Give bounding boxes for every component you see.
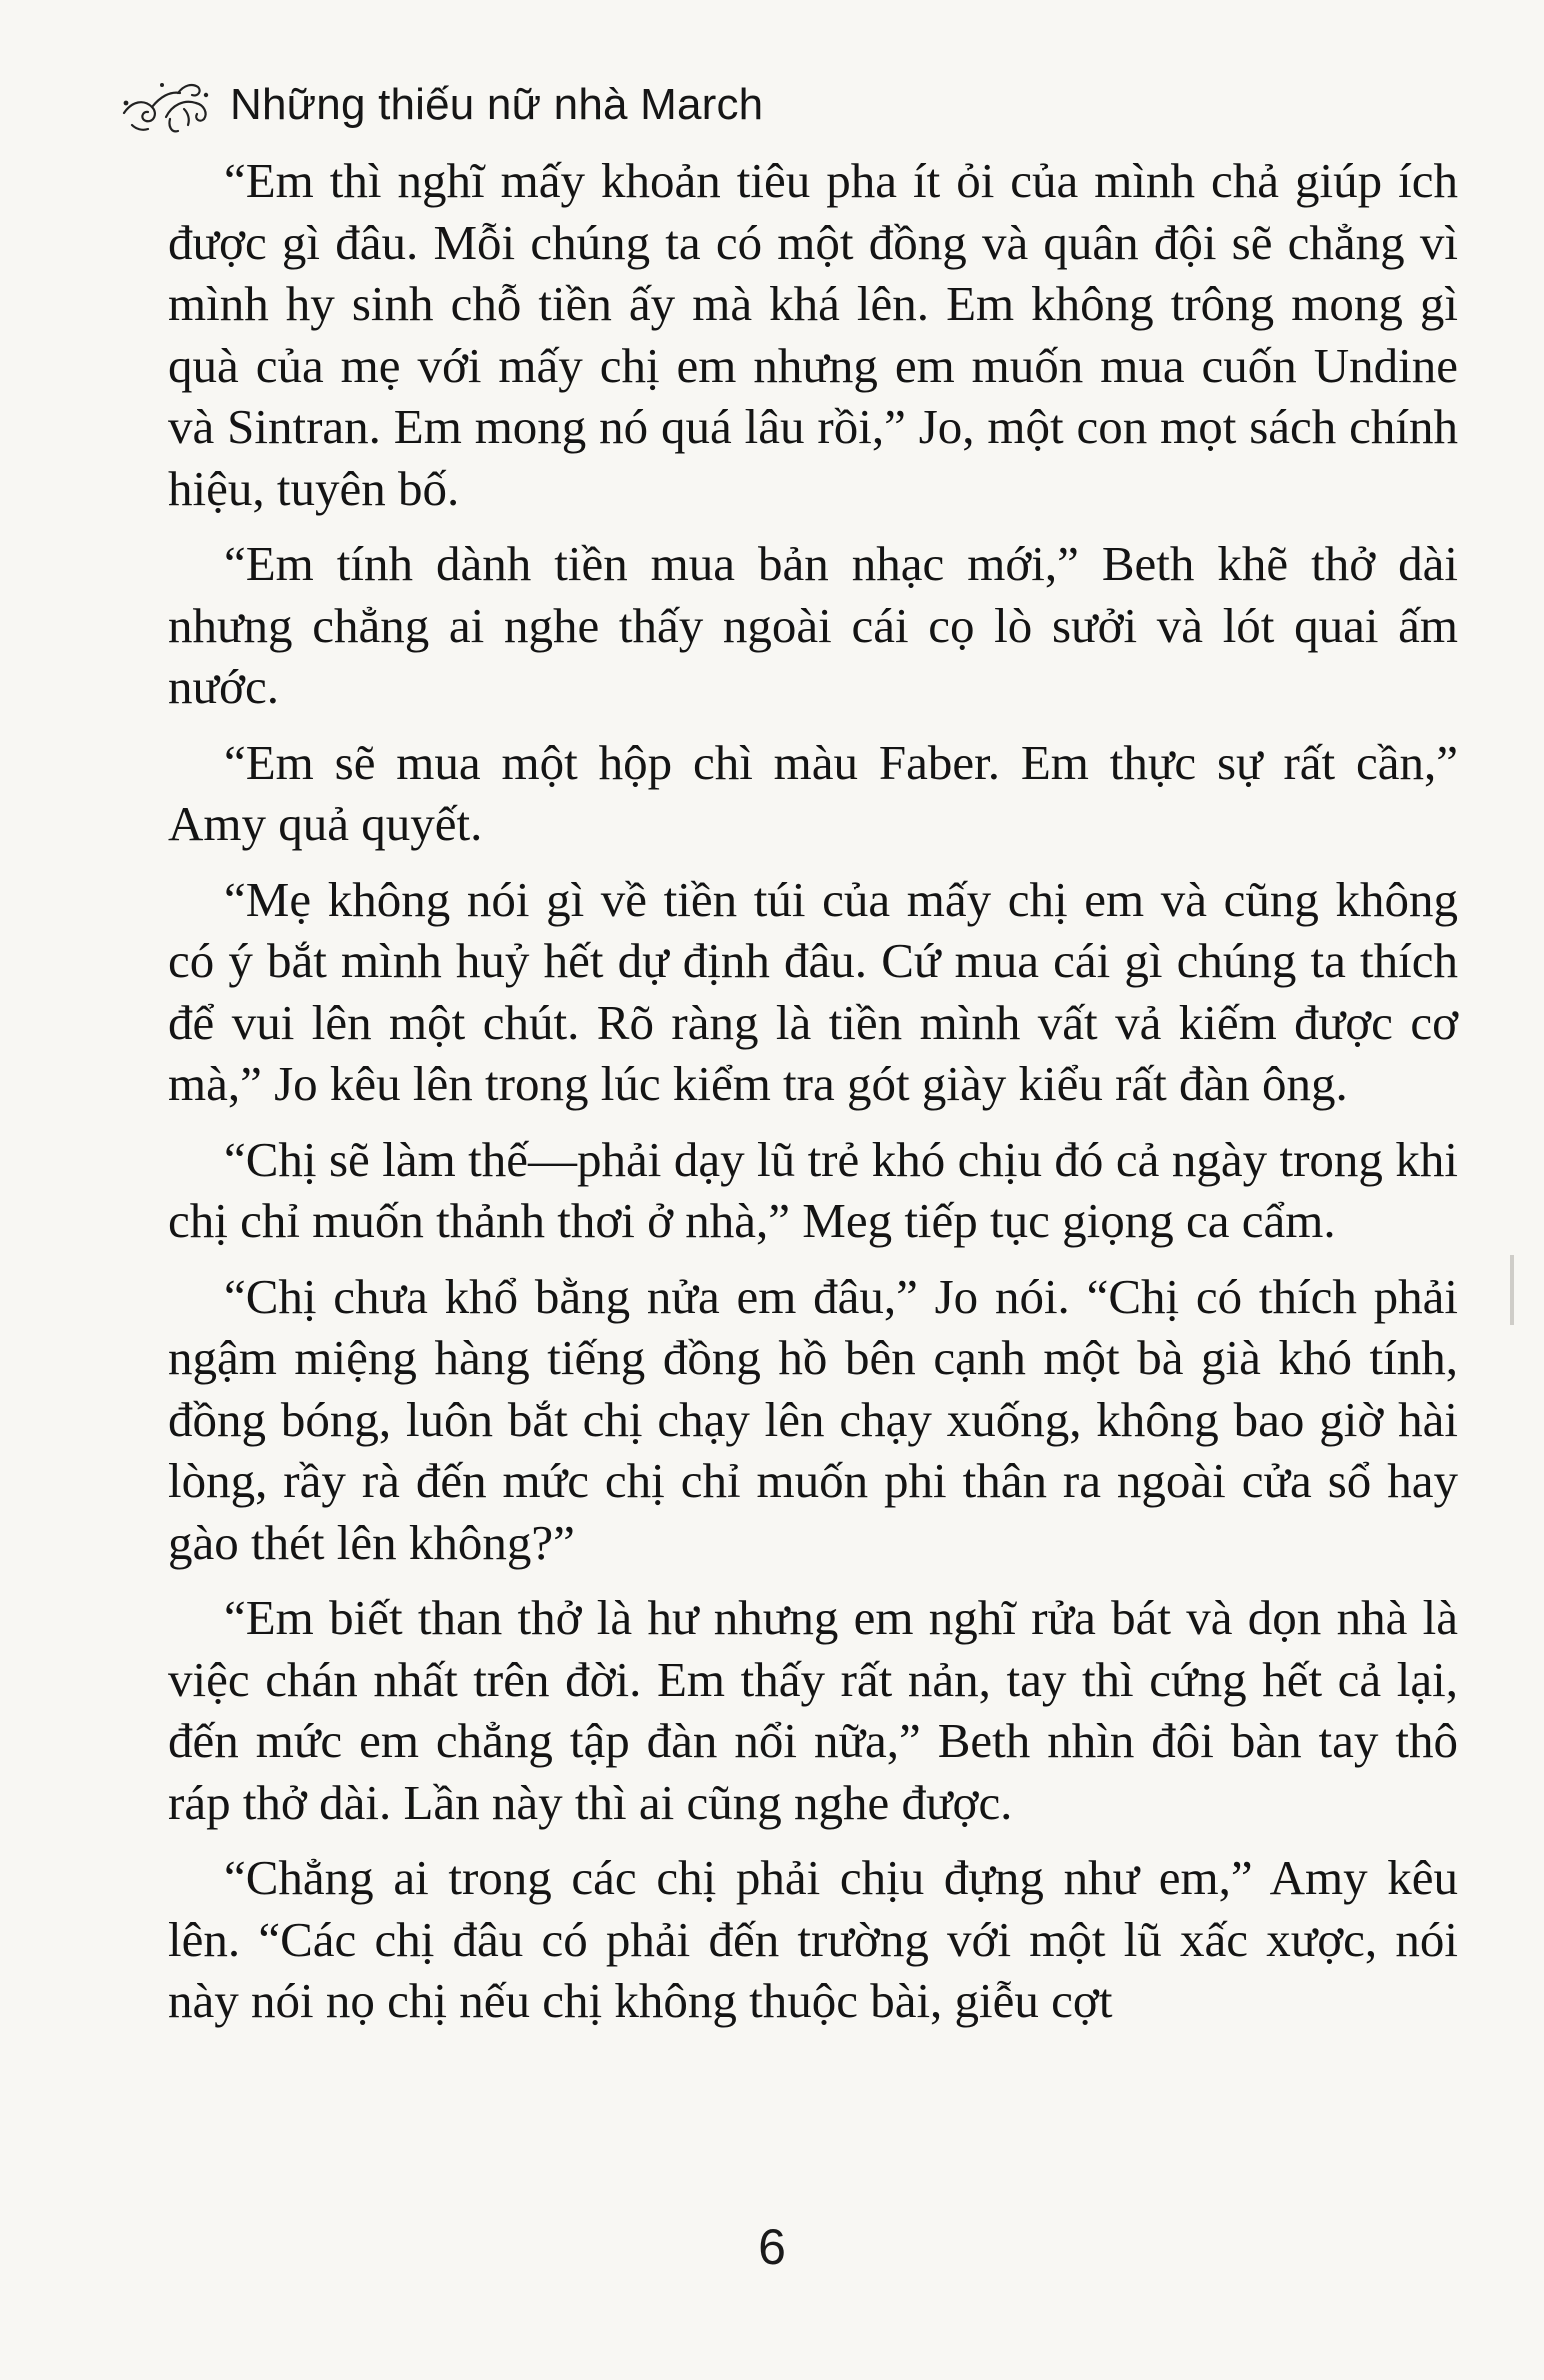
paragraph: “Chẳng ai trong các chị phải chịu đựng như em,” Amy kêu lên. “Các chị đâu có phải đến trường với một lũ xấc xược, nói này nói nọ chị nếu chị không thuộc bài, giễu cợt	[168, 1850, 1458, 2028]
page-number: 6	[758, 2219, 786, 2275]
paragraph: “Em thì nghĩ mấy khoản tiêu pha ít ỏi của mình chả giúp ích được gì đâu. Mỗi chúng ta có một đồng và quân đội sẽ chẳng vì mình hy sinh chỗ tiền ấy mà khá lên. Em không trông mong gì quà của mẹ với mấy chị em nhưng em muốn mua cuốn Undine và Sintran. Em mong nó quá lâu rồi,” Jo, một con mọt sách chính hiệu, tuyên bố.	[168, 153, 1458, 516]
paragraph: “Em biết than thở là hư nhưng em nghĩ rửa bát và dọn nhà là việc chán nhất trên đời. Em thấy rất nản, tay thì cứng hết cả lại, đến mức em chẳng tập đàn nổi nữa,” Beth nhìn đôi bàn tay thô ráp thở dài. Lần này thì ai cũng nghe được.	[168, 1590, 1458, 1830]
paragraph: “Em tính dành tiền mua bản nhạc mới,” Beth khẽ thở dài nhưng chẳng ai nghe thấy ngoài cái cọ lò sưởi và lót quai ấm nước.	[168, 536, 1458, 714]
book-title: Những thiếu nữ nhà March	[230, 80, 764, 129]
paragraph: “Em sẽ mua một hộp chì màu Faber. Em thực sự rất cần,” Amy quả quyết.	[168, 734, 1458, 851]
paragraph: “Chị sẽ làm thế—phải dạy lũ trẻ khó chịu đó cả ngày trong khi chị chỉ muốn thảnh thơi ở nhà,” Meg tiếp tục giọng ca cẩm.	[168, 1131, 1458, 1248]
paragraph: “Chị chưa khổ bằng nửa em đâu,” Jo nói. “Chị có thích phải ngậm miệng hàng tiếng đồng hồ bên cạnh một bà già khó tính, đồng bóng, luôn bắt chị chạy lên chạy xuống, không bao giờ hài lòng, rầy rà đến mức chị chỉ muốn phi thân ra ngoài cửa sổ hay gào thét lên không?”	[168, 1268, 1458, 1570]
body-text	[168, 150, 1458, 2046]
paragraph: “Mẹ không nói gì về tiền túi của mấy chị em và cũng không có ý bắt mình huỷ hết dự định đâu. Cứ mua cái gì chúng ta thích để vui lên một chút. Rõ ràng là tiền mình vất vả kiếm được cơ mà,” Jo kêu lên trong lúc kiểm tra gót giày kiểu rất đàn ông.	[168, 871, 1458, 1111]
floral-ornament-icon	[118, 73, 218, 137]
page-edge-mark	[1510, 1255, 1514, 1325]
running-header	[118, 70, 763, 140]
